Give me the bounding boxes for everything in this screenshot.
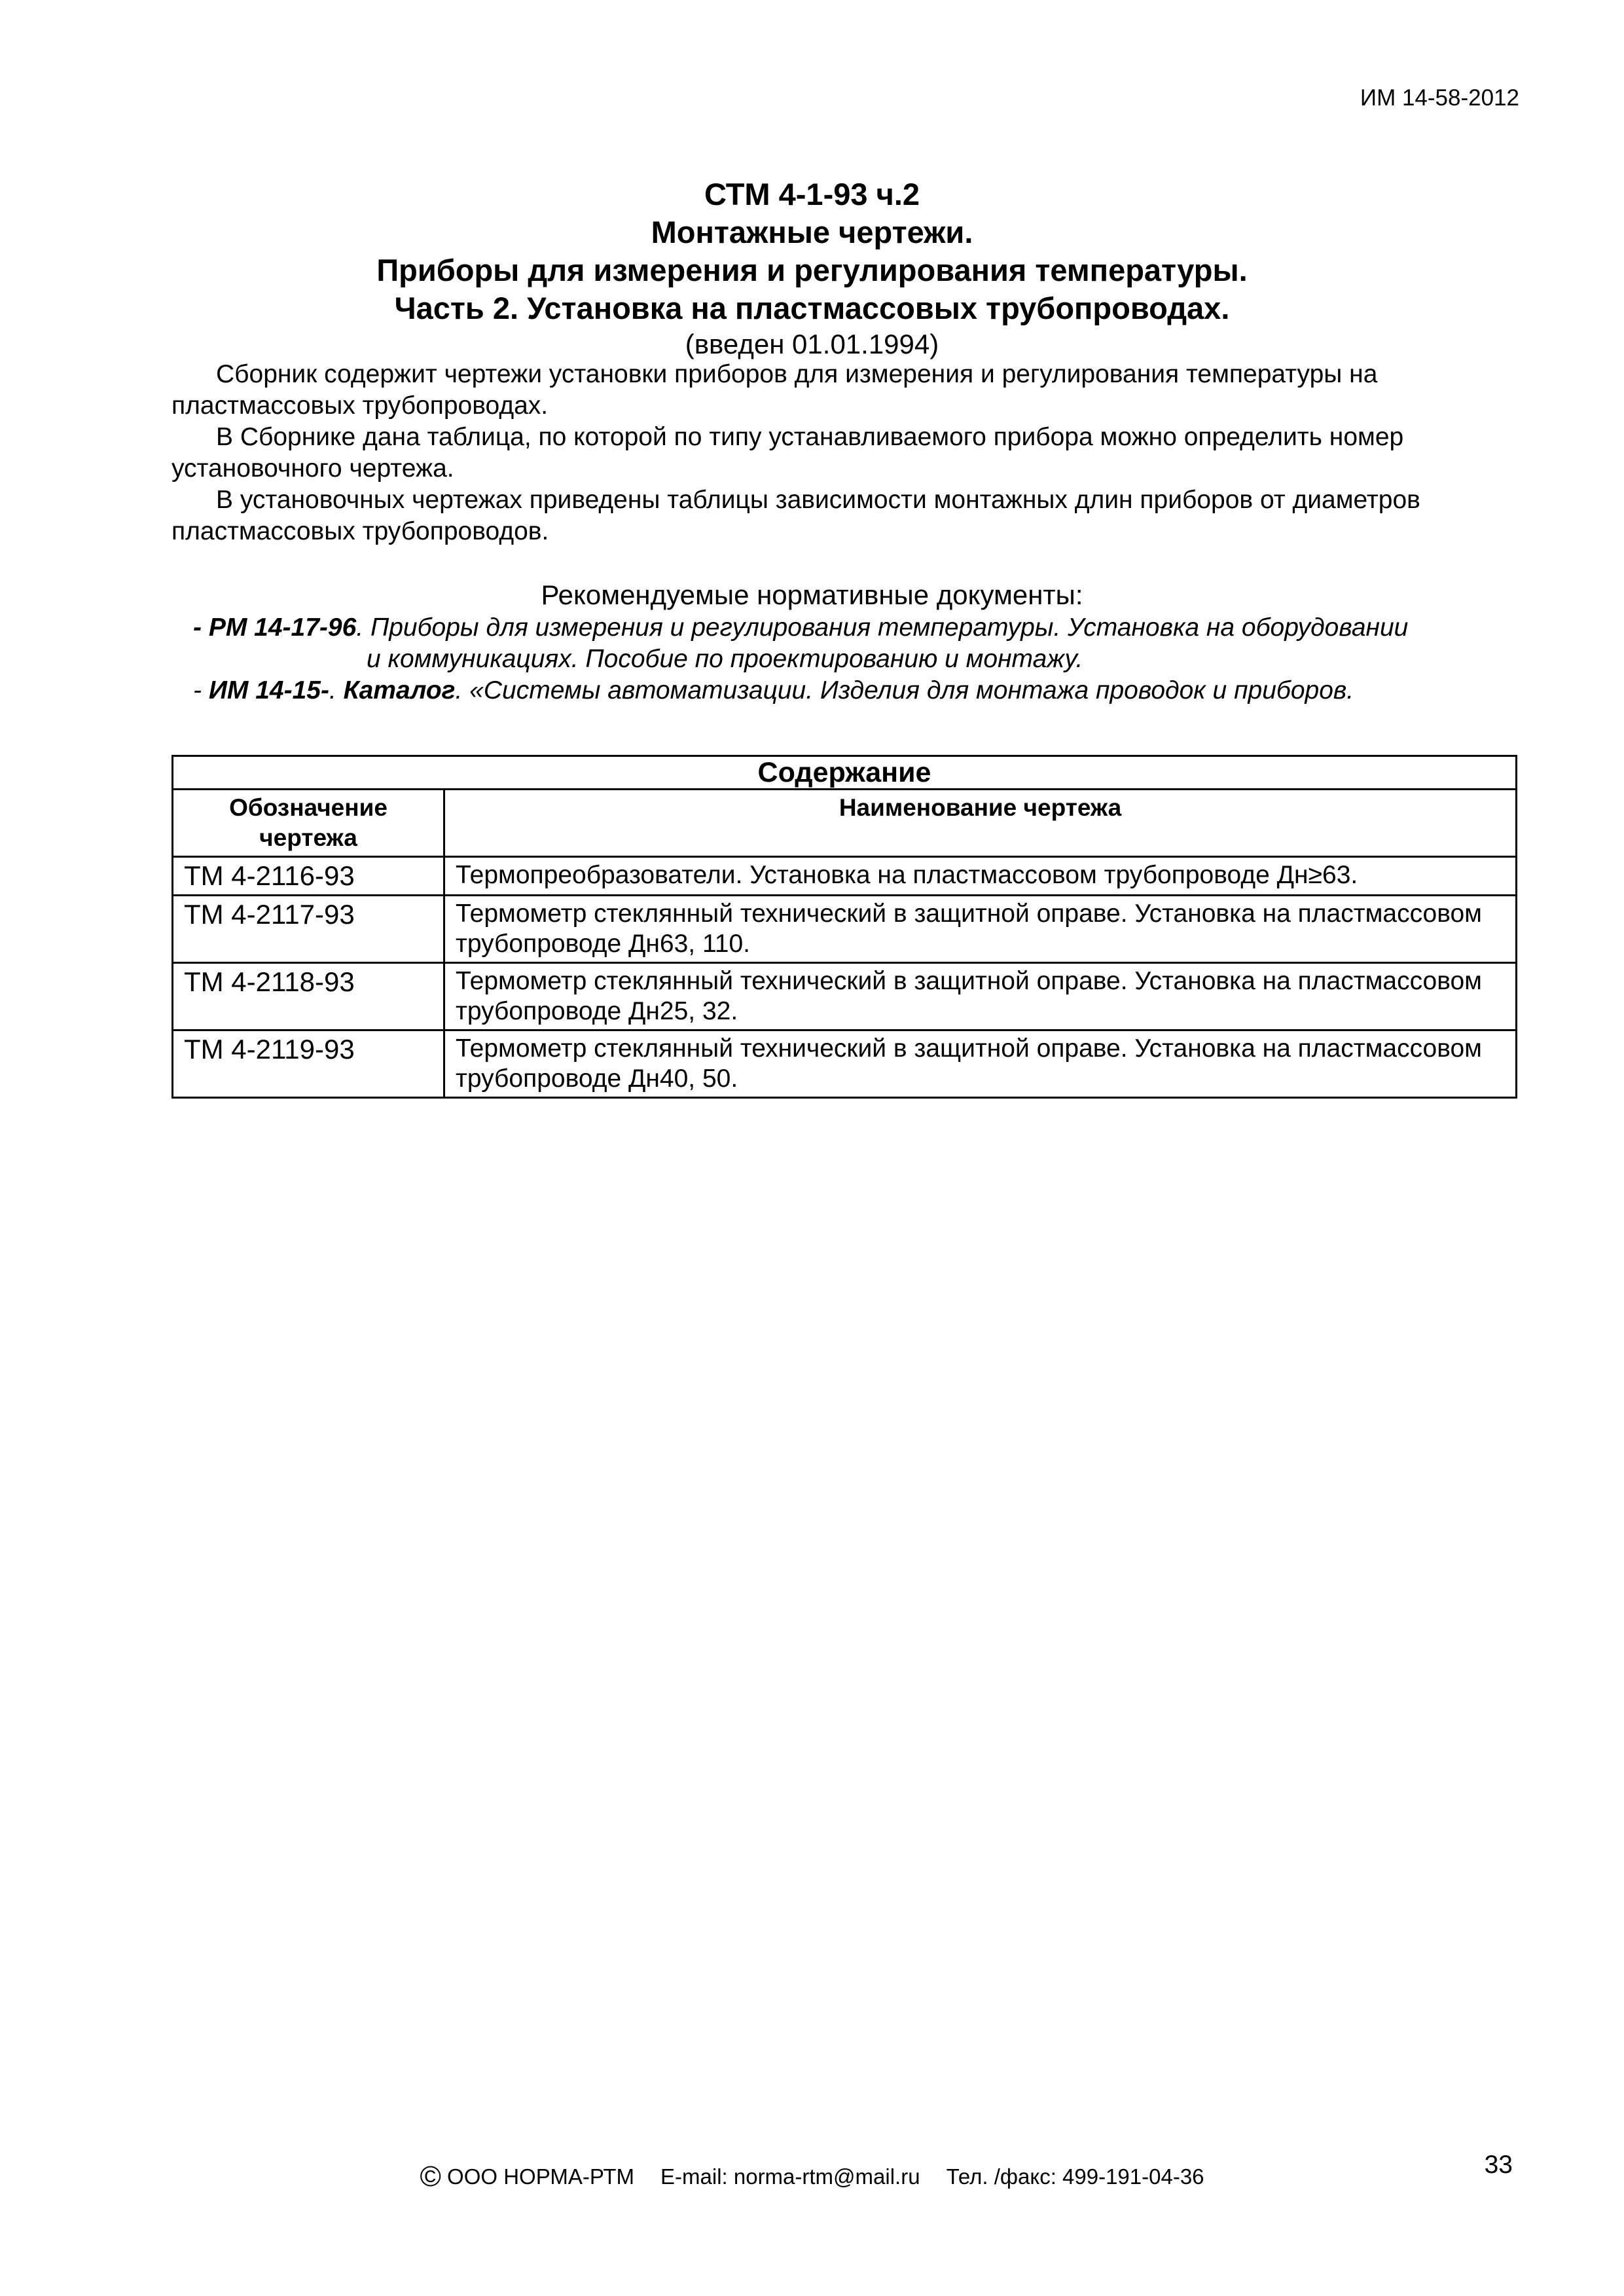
title-block bbox=[0, 175, 1624, 361]
introduced-date: (введен 01.01.1994) bbox=[685, 329, 939, 359]
table-row bbox=[173, 1030, 1517, 1098]
recommended-item-2 bbox=[193, 675, 1528, 706]
recommended-heading: Рекомендуемые нормативные документы: bbox=[541, 579, 1083, 610]
phone-fax: Тел. /факс: 499-191-04-36 bbox=[946, 2164, 1204, 2189]
recommended-item-1-code: - РМ 14-17-96 bbox=[193, 613, 357, 642]
document-code: ИМ 14-58-2012 bbox=[1360, 85, 1519, 111]
subtitle-devices: Приборы для измерения и регулирования температуры. bbox=[376, 253, 1248, 287]
page-number: 33 bbox=[1484, 2151, 1513, 2179]
page-footer bbox=[0, 2160, 1624, 2193]
recommended-item-2-text: . «Системы автоматизации. Изделия для монтажа проводок и приборов. bbox=[455, 676, 1354, 704]
recommended-item-1-text: . Приборы для измерения и регулирования температуры. Установка на оборудовании bbox=[356, 613, 1409, 642]
drawing-name: Термопреобразователи. Установка на пластмассовом трубопроводе Дн≥63. bbox=[444, 857, 1517, 896]
column-header-code: Обозначение чертежа bbox=[173, 790, 444, 857]
drawing-code: ТМ 4-2118-93 bbox=[173, 963, 444, 1030]
standard-title: СТМ 4-1-93 ч.2 bbox=[704, 177, 920, 211]
copyright-symbol: © bbox=[420, 2160, 441, 2193]
drawing-code: ТМ 4-2116-93 bbox=[173, 857, 444, 896]
company-name: ООО НОРМА-РТМ bbox=[441, 2164, 635, 2189]
paragraph-2: В Сборнике дана таблица, по которой по типу устанавливаемого прибора можно определить номер установочного чертежа. bbox=[171, 423, 1404, 483]
recommended-item-2-code: ИМ 14-15- bbox=[208, 676, 329, 704]
drawing-name: Термометр стеклянный технический в защитной оправе. Установка на пластмассовом трубопроводе Дн40, 50. bbox=[444, 1030, 1517, 1098]
recommended-item-2-sep: . bbox=[329, 676, 344, 704]
table-row bbox=[173, 896, 1517, 963]
contents-caption: Содержание bbox=[173, 756, 1517, 790]
recommended-item-2-prefix: - bbox=[193, 676, 209, 704]
recommended-item-1-continued: и коммуникациях. Пособие по проектированию и монтажу. bbox=[367, 645, 1083, 673]
drawing-code: ТМ 4-2117-93 bbox=[173, 896, 444, 963]
contents-table bbox=[171, 755, 1517, 1099]
table-row bbox=[173, 857, 1517, 896]
column-header-name: Наименование чертежа bbox=[444, 790, 1517, 857]
recommended-item-2-catalog: Каталог bbox=[343, 676, 456, 704]
drawing-name: Термометр стеклянный технический в защитной оправе. Установка на пластмассовом трубопроводе Дн25, 32. bbox=[444, 963, 1517, 1030]
paragraph-1: Сборник содержит чертежи установки приборов для измерения и регулирования температуры на пластмассовых трубопроводах. bbox=[171, 360, 1378, 420]
email-contact: E-mail: norma-rtm@mail.ru bbox=[660, 2164, 920, 2189]
drawing-code: ТМ 4-2119-93 bbox=[173, 1030, 444, 1098]
description bbox=[171, 359, 1513, 547]
table-row bbox=[173, 963, 1517, 1030]
drawing-name: Термометр стеклянный технический в защитной оправе. Установка на пластмассовом трубопроводе Дн63, 110. bbox=[444, 896, 1517, 963]
recommended-item-1 bbox=[193, 612, 1528, 644]
subtitle-part: Часть 2. Установка на пластмассовых трубопроводах. bbox=[394, 291, 1230, 325]
subtitle-drawings: Монтажные чертежи. bbox=[651, 215, 973, 249]
paragraph-3: В установочных чертежах приведены таблицы зависимости монтажных длин приборов от диаметров пластмассовых трубопроводов. bbox=[171, 486, 1420, 545]
